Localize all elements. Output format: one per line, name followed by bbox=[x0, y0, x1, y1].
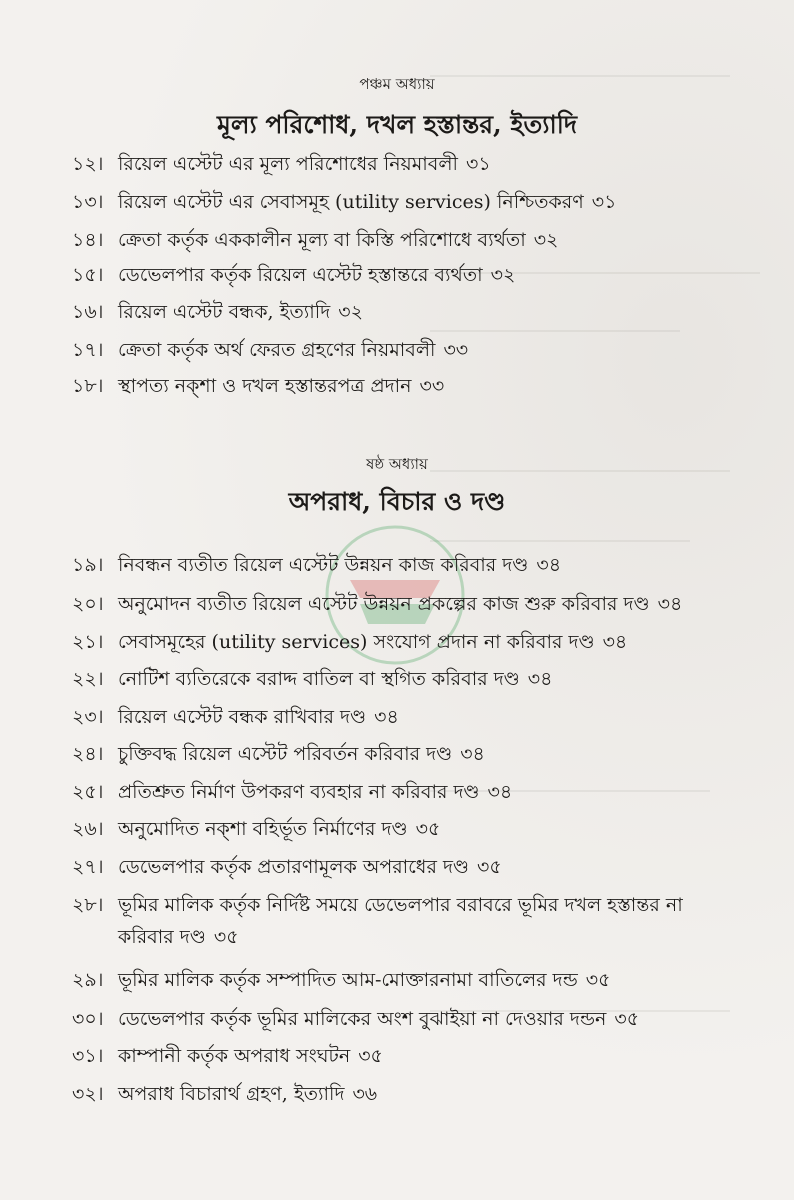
section-title: প্রতিশ্রুত নির্মাণ উপকরণ ব্যবহার না করিবার দণ্ড bbox=[118, 781, 480, 803]
section-number: ২১। bbox=[72, 631, 104, 653]
section-title: অপরাধ বিচারার্থ গ্রহণ, ইত্যাদি bbox=[118, 1083, 345, 1105]
page-number: ৩৫ bbox=[614, 1008, 640, 1030]
section-title: ক্রেতা কর্তৃক এককালীন মূল্য বা কিস্তি পরিশোধে ব্যর্থতা bbox=[118, 229, 526, 251]
section-title-with-page bbox=[118, 964, 738, 996]
section-number: ২৪। bbox=[72, 743, 104, 765]
section-title-with-page bbox=[118, 370, 738, 402]
page-number: ৩৪ bbox=[602, 631, 628, 653]
section-number: ২০। bbox=[72, 593, 104, 615]
section-number: ৩২। bbox=[72, 1083, 104, 1105]
page-number: ৩৫ bbox=[585, 969, 611, 991]
section-title-with-page bbox=[118, 1003, 738, 1035]
section-number: ৩০। bbox=[72, 1008, 104, 1030]
section-number: ৩১। bbox=[72, 1045, 104, 1067]
section-number: ২৩। bbox=[72, 706, 104, 728]
section-title-with-page bbox=[118, 148, 738, 180]
page-number: ৩১ bbox=[591, 191, 617, 213]
section-title-with-page bbox=[118, 889, 738, 953]
section-title: ডেভেলপার কর্তৃক ভূমির মালিকের অংশ বুঝাইয়া না দেওয়ার দন্ডন bbox=[118, 1008, 607, 1030]
section-title-with-page bbox=[118, 663, 738, 695]
bleed-through-line bbox=[430, 330, 680, 332]
section-title: কাম্পানী কর্তৃক অপরাধ সংঘটন bbox=[118, 1045, 351, 1067]
section-title-with-page bbox=[118, 549, 738, 581]
section-title: রিয়েল এস্টেট বন্ধক রাখিবার দণ্ড bbox=[118, 706, 367, 728]
section-number: ২৬। bbox=[72, 818, 104, 840]
section-number: ১৪। bbox=[72, 229, 104, 251]
section-title-with-page bbox=[118, 1078, 738, 1110]
section-title-with-page bbox=[118, 186, 738, 218]
section-number: ১৬। bbox=[72, 301, 104, 323]
page-number: ৩৪ bbox=[374, 706, 399, 728]
page-number: ৩৪ bbox=[657, 593, 683, 615]
section-number: ১৯। bbox=[72, 554, 104, 576]
section-number: ২৫। bbox=[72, 781, 104, 803]
section-title: ভূমির মালিক কর্তৃক নির্দিষ্ট সময়ে ডেভেলপার বরাবরে ভূমির দখল হস্তান্তর না করিবার দণ্ড bbox=[118, 894, 683, 948]
section-number: ১৭। bbox=[72, 339, 104, 361]
section-number: ২২। bbox=[72, 668, 104, 690]
section-title-with-page bbox=[118, 334, 738, 366]
section-title-with-page bbox=[118, 259, 738, 291]
section-title: অনুমোদিত নক্‌শা বহির্ভূত নির্মাণের দণ্ড bbox=[118, 818, 408, 840]
section-number: ২৭। bbox=[72, 856, 104, 878]
page-number: ৩৫ bbox=[213, 926, 239, 948]
page-number: ৩৫ bbox=[358, 1045, 383, 1067]
section-title: ডেভেলপার কর্তৃক প্রতারণামূলক অপরাধের দণ্ড bbox=[118, 856, 470, 878]
section-title: অনুমোদন ব্যতীত রিয়েল এস্টেট উন্নয়ন প্রকল্পের কাজ শুরু করিবার দণ্ড bbox=[118, 593, 650, 615]
page-number: ৩৪ bbox=[536, 554, 562, 576]
section-title: রিয়েল এস্টেট এর মূল্য পরিশোধের নিয়মাবলী bbox=[118, 153, 458, 175]
chapter-6-title: অপরাধ, বিচার ও দণ্ড bbox=[288, 487, 506, 516]
section-title-with-page bbox=[118, 224, 738, 256]
section-title-with-page bbox=[118, 851, 738, 883]
section-title: চুক্তিবদ্ধ রিয়েল এস্টেট পরিবর্তন করিবার দণ্ড bbox=[118, 743, 453, 765]
section-title-with-page bbox=[118, 738, 738, 770]
page-number: ৩৫ bbox=[415, 818, 441, 840]
page-number: ৩৪ bbox=[487, 781, 513, 803]
section-title-with-page bbox=[118, 296, 738, 328]
page-number: ৩১ bbox=[465, 153, 491, 175]
page-number: ৩৬ bbox=[352, 1083, 378, 1105]
page-number: ৩২ bbox=[533, 229, 559, 251]
section-title: সেবাসমূহের (utility services) সংযোগ প্রদান না করিবার দণ্ড bbox=[118, 631, 595, 653]
page-number: ৩৩ bbox=[419, 375, 445, 397]
chapter-6-label: ষষ্ঠ অধ্যায় bbox=[366, 455, 428, 473]
section-title: নোটিশ ব্যতিরেকে বরাদ্দ বাতিল বা স্থগিত করিবার দণ্ড bbox=[118, 668, 520, 690]
section-number: ১২। bbox=[72, 153, 104, 175]
section-number: ২৯। bbox=[72, 969, 104, 991]
chapter-5-label: পঞ্চম অধ্যায় bbox=[359, 75, 435, 93]
section-number: ২৮। bbox=[72, 894, 104, 916]
section-title: রিয়েল এস্টেট এর সেবাসমূহ (utility services) নিশ্চিতকরণ bbox=[118, 191, 584, 213]
section-title-with-page bbox=[118, 588, 738, 620]
section-title-with-page bbox=[118, 813, 738, 845]
section-number: ১৩। bbox=[72, 191, 104, 213]
page-number: ৩২ bbox=[338, 301, 363, 323]
section-title-with-page bbox=[118, 701, 738, 733]
page-number: ৩৩ bbox=[443, 339, 469, 361]
section-title: ভূমির মালিক কর্তৃক সম্পাদিত আম-মোক্তারনামা বাতিলের দন্ড bbox=[118, 969, 578, 991]
section-title-with-page bbox=[118, 1040, 738, 1072]
page-number: ৩২ bbox=[490, 264, 516, 286]
section-title: স্থাপত্য নক্‌শা ও দখল হস্তান্তরপত্র প্রদান bbox=[118, 375, 412, 397]
section-title: ডেভেলপার কর্তৃক রিয়েল এস্টেট হস্তান্তরে ব্যর্থতা bbox=[118, 264, 483, 286]
page-number: ৩৪ bbox=[460, 743, 485, 765]
section-title: নিবন্ধন ব্যতীত রিয়েল এস্টেট উন্নয়ন কাজ করিবার দণ্ড bbox=[118, 554, 529, 576]
section-title: ক্রেতা কর্তৃক অর্থ ফেরত গ্রহণের নিয়মাবলী bbox=[118, 339, 436, 361]
section-number: ১৫। bbox=[72, 264, 104, 286]
page-number: ৩৫ bbox=[477, 856, 502, 878]
section-title: রিয়েল এস্টেট বন্ধক, ইত্যাদি bbox=[118, 301, 331, 323]
chapter-5-title: মূল্য পরিশোধ, দখল হস্তান্তর, ইত্যাদি bbox=[216, 110, 578, 139]
page-number: ৩৪ bbox=[527, 668, 553, 690]
section-number: ১৮। bbox=[72, 375, 104, 397]
section-title-with-page bbox=[118, 626, 738, 658]
section-title-with-page bbox=[118, 776, 738, 808]
